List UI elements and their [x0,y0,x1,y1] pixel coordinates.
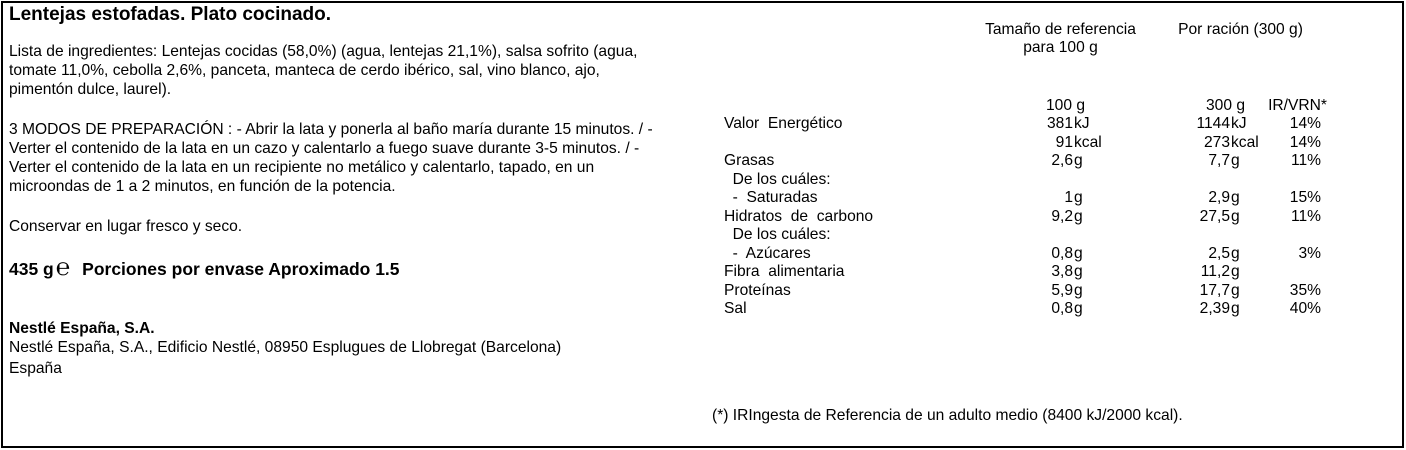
net-weight: 435 g [9,259,54,279]
value-300g: 273 [1203,133,1230,151]
ir-percent: 40% [1289,300,1321,317]
value-300g: 27,5 [1199,207,1230,225]
estimated-sign-icon: ℮ [55,254,71,281]
value-100g: 1 [1064,189,1073,206]
company-country: España [9,360,62,377]
value-300g: 17,7 [1199,281,1230,299]
unit-300g: g [1231,281,1240,299]
ir-percent: 14% [1289,115,1321,132]
ir-percent: 15% [1289,189,1321,206]
unit-300g: g [1231,152,1240,169]
nutrient-label: Fibra alimentaria [724,263,845,280]
unit-100g: g [1074,189,1083,206]
value-300g: 2,5 [1208,244,1230,262]
nutrient-label: Grasas [724,152,775,169]
ir-percent: 11% [1290,207,1321,225]
company-name: Nestlé España, S.A. [9,320,155,337]
unit-300g: kJ [1231,115,1247,132]
nutrient-label: Valor Energético [724,115,843,132]
unit-300g: g [1231,244,1240,262]
nutrient-label: Sal [724,300,747,317]
nutrient-label: - Saturadas [724,189,818,206]
unit-100g: g [1074,300,1083,317]
net-weight-line [9,254,400,281]
value-100g: 9,2 [1051,207,1073,225]
unit-100g: kJ [1074,115,1090,132]
value-100g: 381 [1046,115,1073,132]
unit-100g: g [1074,152,1083,169]
value-100g: 2,6 [1051,152,1073,169]
header-reference-size: Tamaño de referencia para 100 g [985,21,1136,56]
unit-100g: g [1074,281,1083,299]
column-300g: 300 g [1205,97,1245,114]
value-100g: 0,8 [1051,300,1073,317]
value-100g: 5,9 [1051,281,1073,299]
unit-300g: g [1231,189,1240,206]
nutrient-label: De los cuáles: [724,226,831,243]
nutrient-label: - Azúcares [724,244,811,262]
value-100g: 0,8 [1051,244,1073,262]
unit-300g: g [1231,263,1240,280]
header-per-portion: Por ración (300 g) [1178,21,1303,38]
preparation-instructions: 3 MODOS DE PREPARACIÓN : - Abrir la lata y ponerla al baño maría durante 15 minutos. / - Verter el contenido de la lata en un cazo y calentarlo a fuego suave durante 3-5 minutos. / - Verter el contenido de la lata en un recipiente no metálico y calentarlo, tapado, en un microondas de 1 a 2 minutos, en función de la potencia. [9,121,653,195]
unit-100g: g [1074,244,1083,262]
unit-100g: g [1074,207,1083,225]
unit-100g: kcal [1074,133,1102,151]
ir-percent: 35% [1289,281,1321,299]
unit-100g: g [1074,263,1083,280]
ir-percent: 14% [1289,133,1321,151]
storage-instructions: Conservar en lugar fresco y seco. [9,218,243,235]
value-300g: 7,7 [1208,152,1230,169]
ir-percent: 11% [1290,152,1321,169]
unit-300g: kcal [1231,133,1259,151]
portions-per-pack: Porciones por envase Aproximado 1.5 [82,259,400,279]
company-address: Nestlé España, S.A., Edificio Nestlé, 08950 Esplugues de Llobregat (Barcelona) [9,339,562,356]
value-300g: 2,9 [1208,189,1230,206]
product-title: Lentejas estofadas. Plato cocinado. [9,4,332,25]
column-ir-vrn: IR/VRN* [1268,97,1327,114]
value-300g: 2,39 [1199,300,1230,317]
column-100g: 100 g [1045,97,1085,114]
nutrient-label: Hidratos de carbono [724,207,874,225]
value-300g: 1144 [1196,115,1230,132]
label-panel [1,1,1404,448]
nutrient-label: De los cuáles: [724,170,831,188]
ir-footnote: (*) IRIngesta de Referencia de un adulto medio (8400 kJ/2000 kcal). [712,407,1183,424]
value-100g: 91 [1055,133,1073,151]
unit-300g: g [1231,300,1240,317]
nutrient-label: Proteínas [724,281,791,299]
ingredients-list: Lista de ingredientes: Lentejas cocidas (58,0%) (agua, lentejas 21,1%), salsa sofrito (agua, tomate 11,0%, cebolla 2,6%, panceta, manteca de cerdo ibérico, sal, vino blanco, ajo, pimentón dulce, laurel). [9,43,638,98]
unit-300g: g [1231,207,1240,225]
value-300g: 11,2 [1200,263,1230,280]
value-100g: 3,8 [1051,263,1073,280]
ir-percent: 3% [1298,244,1321,262]
